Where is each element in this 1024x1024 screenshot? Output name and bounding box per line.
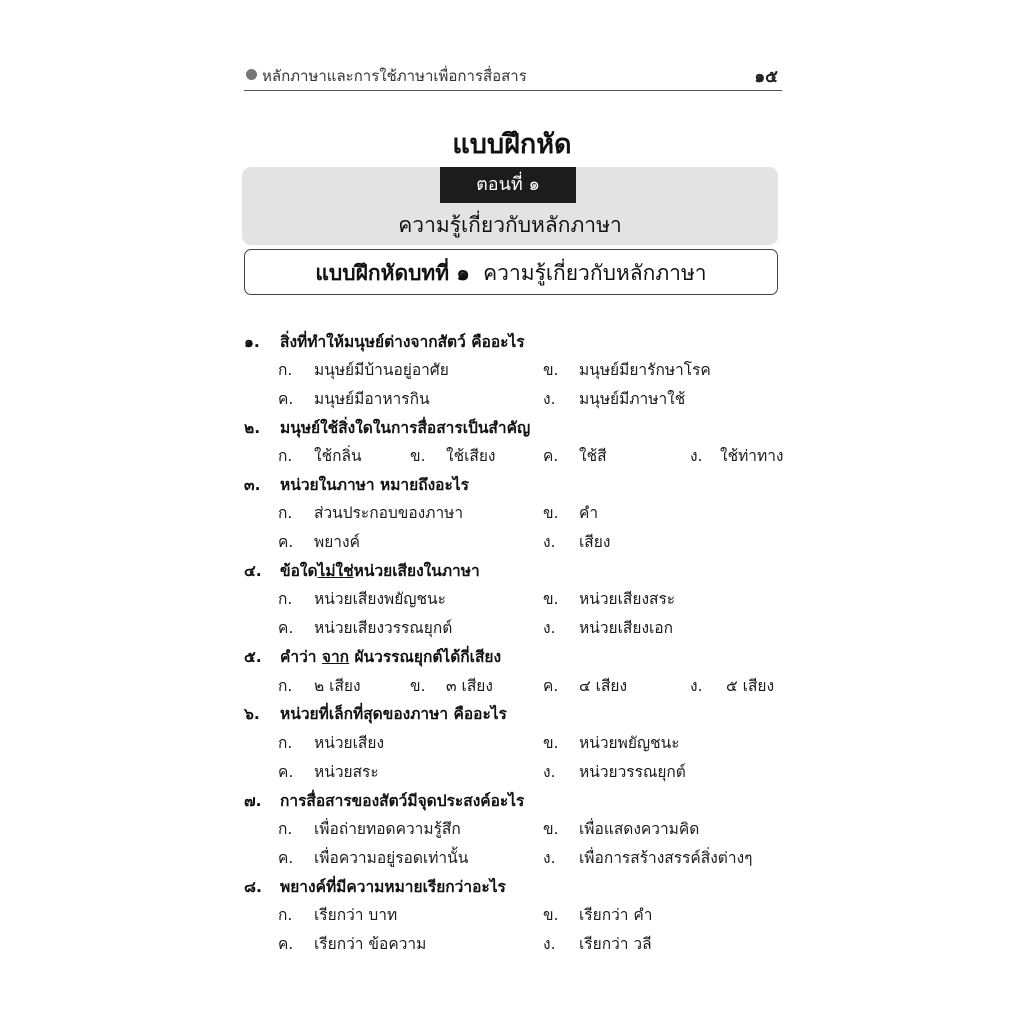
option-label: ค. xyxy=(278,849,294,867)
question-text: การสื่อสารของสัตว์มีจุดประสงค์อะไร xyxy=(280,792,525,810)
option-text: ๒ เสียง xyxy=(314,677,361,695)
question-text: พยางค์ที่มีความหมายเรียกว่าอะไร xyxy=(280,878,506,896)
option-text: ใช้ท่าทาง xyxy=(720,447,784,465)
option-8d xyxy=(543,931,652,956)
running-header-title: หลักภาษาและการใช้ภาษาเพื่อการสื่อสาร xyxy=(262,67,527,85)
section-banner xyxy=(242,167,778,245)
option-4c xyxy=(278,615,452,640)
option-text: เพื่อความอยู่รอดเท่านั้น xyxy=(314,849,469,867)
question-2 xyxy=(244,415,530,440)
question-number: ๘. xyxy=(244,878,262,896)
option-label: ค. xyxy=(543,447,559,465)
option-3a xyxy=(278,500,463,525)
question-text: ข้อใด xyxy=(280,562,318,580)
section-subtitle: ความรู้เกี่ยวกับหลักภาษา xyxy=(398,213,622,237)
option-2a xyxy=(278,443,362,468)
option-text: เรียกว่า วลี xyxy=(579,935,652,953)
option-label: ก. xyxy=(278,504,293,522)
question-number: ๓. xyxy=(244,476,261,494)
question-4 xyxy=(244,558,480,583)
option-text: หน่วยพยัญชนะ xyxy=(579,734,680,752)
option-3c xyxy=(278,529,360,554)
option-label: ข. xyxy=(543,361,559,379)
option-7d xyxy=(543,845,752,870)
option-text: ๕ เสียง xyxy=(726,677,775,695)
option-6c xyxy=(278,759,379,784)
option-7c xyxy=(278,845,468,870)
option-label: ข. xyxy=(410,677,426,695)
option-text: ๔ เสียง xyxy=(579,677,628,695)
option-text: เสียง xyxy=(579,533,611,551)
option-label: ก. xyxy=(278,447,293,465)
option-label: ค. xyxy=(278,390,294,408)
option-text: ๓ เสียง xyxy=(446,677,493,695)
question-emphasis: จาก xyxy=(321,648,350,666)
option-text: เพื่อแสดงความคิด xyxy=(579,820,700,838)
question-text: หน่วยเสียงในภาษา xyxy=(353,562,480,580)
option-label: ข. xyxy=(410,447,426,465)
option-1a xyxy=(278,357,449,382)
question-text: ผันวรรณยุกต์ได้กี่เสียง xyxy=(349,648,502,666)
chapter-title: ความรู้เกี่ยวกับหลักภาษา xyxy=(483,261,707,285)
option-4d xyxy=(543,615,673,640)
option-text: คำ xyxy=(579,504,599,522)
question-7 xyxy=(244,788,524,813)
option-6b xyxy=(543,730,680,755)
option-8c xyxy=(278,931,426,956)
option-text: มนุษย์มีบ้านอยู่อาศัย xyxy=(314,361,449,379)
option-label: ง. xyxy=(543,533,556,551)
section-tab: ตอนที่ ๑ xyxy=(440,167,576,203)
option-label: ก. xyxy=(278,361,293,379)
option-label: ง. xyxy=(690,447,703,465)
option-text: ใช้สี xyxy=(579,447,607,465)
option-text: พยางค์ xyxy=(314,533,360,551)
option-text: เรียกว่า บาท xyxy=(314,906,398,924)
chapter-heading xyxy=(244,249,778,295)
option-8a xyxy=(278,902,397,927)
option-text: เรียกว่า ข้อความ xyxy=(314,935,427,953)
question-5 xyxy=(244,644,501,669)
question-1 xyxy=(244,329,525,354)
option-8b xyxy=(543,902,653,927)
option-text: เพื่อถ่ายทอดความรู้สึก xyxy=(314,820,461,838)
option-5d xyxy=(690,673,774,698)
option-7a xyxy=(278,816,461,841)
option-text: หน่วยเสียงวรรณยุกต์ xyxy=(314,619,453,637)
question-text: หน่วยในภาษา หมายถึงอะไร xyxy=(280,476,469,494)
option-label: ก. xyxy=(278,677,293,695)
option-2b xyxy=(410,443,496,468)
option-text: หน่วยวรรณยุกต์ xyxy=(579,763,686,781)
option-label: ค. xyxy=(543,677,559,695)
option-5b xyxy=(410,673,493,698)
option-label: ข. xyxy=(543,734,559,752)
option-7b xyxy=(543,816,699,841)
question-number: ๒. xyxy=(244,419,261,437)
question-number: ๔. xyxy=(244,562,262,580)
option-label: ข. xyxy=(543,590,559,608)
question-number: ๑. xyxy=(244,333,260,351)
question-6 xyxy=(244,701,507,726)
page-number: ๑๕ xyxy=(754,67,778,87)
question-number: ๗. xyxy=(244,792,262,810)
option-6a xyxy=(278,730,384,755)
bullet-icon xyxy=(246,69,257,80)
option-label: ง. xyxy=(690,677,703,695)
option-text: หน่วยเสียงเอก xyxy=(579,619,673,637)
question-number: ๖. xyxy=(244,705,260,723)
option-label: ก. xyxy=(278,590,293,608)
page-title: แบบฝึกหัด xyxy=(452,129,572,160)
option-label: ง. xyxy=(543,619,556,637)
option-label: ข. xyxy=(543,820,559,838)
question-text: มนุษย์ใช้สิ่งใดในการสื่อสารเป็นสำคัญ xyxy=(280,419,531,437)
question-text: หน่วยที่เล็กที่สุดของภาษา คืออะไร xyxy=(280,705,507,723)
question-8 xyxy=(244,874,506,899)
option-label: ข. xyxy=(543,906,559,924)
option-text: หน่วยเสียง xyxy=(314,734,385,752)
question-3 xyxy=(244,472,469,497)
option-label: ก. xyxy=(278,820,293,838)
option-4b xyxy=(543,586,675,611)
option-6d xyxy=(543,759,686,784)
option-label: ข. xyxy=(543,504,559,522)
option-label: ง. xyxy=(543,849,556,867)
option-text: มนุษย์มีภาษาใช้ xyxy=(579,390,686,408)
question-text: สิ่งที่ทำให้มนุษย์ต่างจากสัตว์ คืออะไร xyxy=(280,333,525,351)
option-4a xyxy=(278,586,446,611)
option-1c xyxy=(278,386,430,411)
option-text: หน่วยเสียงสระ xyxy=(579,590,676,608)
option-5a xyxy=(278,673,361,698)
option-label: ค. xyxy=(278,763,294,781)
question-emphasis: ไม่ใช่ xyxy=(317,562,354,580)
option-text: ใช้เสียง xyxy=(446,447,496,465)
option-label: ค. xyxy=(278,935,294,953)
option-text: หน่วยสระ xyxy=(314,763,379,781)
option-1b xyxy=(543,357,711,382)
option-text: หน่วยเสียงพยัญชนะ xyxy=(314,590,446,608)
option-label: ค. xyxy=(278,533,294,551)
option-text: ใช้กลิ่น xyxy=(314,447,362,465)
option-label: ง. xyxy=(543,390,556,408)
question-number: ๕. xyxy=(244,648,262,666)
option-text: มนุษย์มีอาหารกิน xyxy=(314,390,430,408)
option-label: ก. xyxy=(278,906,293,924)
chapter-label: แบบฝึกหัดบทที่ ๑ xyxy=(315,261,470,285)
option-1d xyxy=(543,386,685,411)
option-2d xyxy=(690,443,784,468)
question-text: คำว่า xyxy=(280,648,322,666)
option-3b xyxy=(543,500,598,525)
option-2c xyxy=(543,443,607,468)
option-label: ง. xyxy=(543,763,556,781)
option-3d xyxy=(543,529,610,554)
running-header xyxy=(244,62,782,91)
option-label: ค. xyxy=(278,619,294,637)
option-text: เพื่อการสร้างสรรค์สิ่งต่างๆ xyxy=(579,849,753,867)
option-label: ก. xyxy=(278,734,293,752)
option-text: เรียกว่า คำ xyxy=(579,906,653,924)
option-label: ง. xyxy=(543,935,556,953)
option-text: ส่วนประกอบของภาษา xyxy=(314,504,464,522)
option-text: มนุษย์มียารักษาโรค xyxy=(579,361,711,379)
option-5c xyxy=(543,673,627,698)
